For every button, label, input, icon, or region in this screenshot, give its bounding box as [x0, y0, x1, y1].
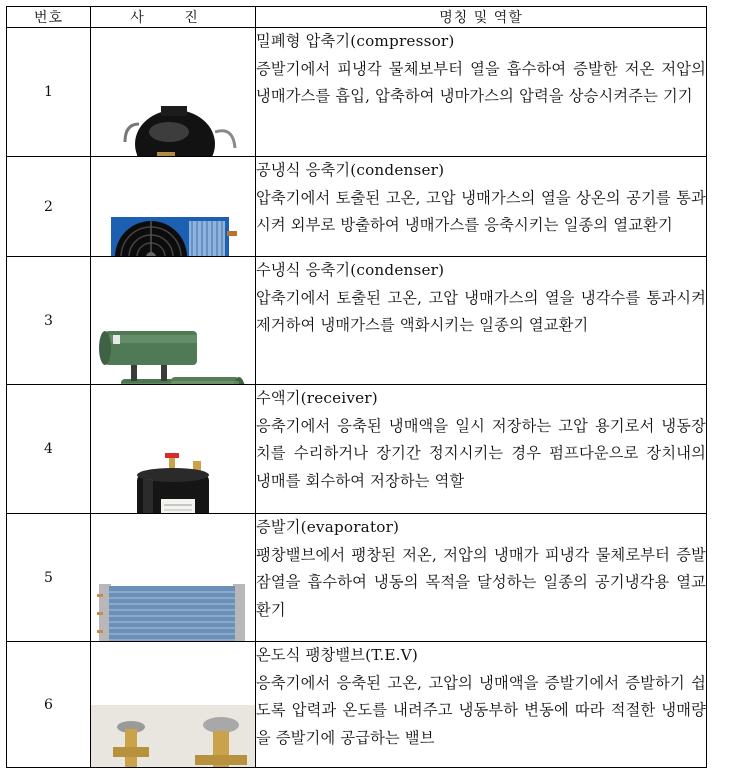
component-description: 압축기에서 토출된 고온, 고압 냉매가스의 열을 냉각수를 통과시켜 제거하여 냉매가스를 액화시키는 일종의 열교환기 — [256, 288, 706, 335]
table-row — [7, 257, 707, 385]
header-description: 명칭 및 역할 — [256, 7, 707, 28]
description-cell — [256, 385, 707, 514]
photo-cell — [91, 642, 256, 768]
header-number: 번호 — [7, 7, 91, 28]
row-number: 5 — [7, 514, 91, 642]
component-description: 압축기에서 토출된 고온, 고압 냉매가스의 열을 상온의 공기를 통과시켜 외부로 방출하여 냉매가스를 응축시키는 일종의 열교환기 — [256, 188, 706, 235]
row-number: 4 — [7, 385, 91, 514]
row-number: 6 — [7, 642, 91, 768]
header-photo: 사 진 — [91, 7, 256, 28]
component-name: 수냉식 응축기(condenser) — [256, 261, 445, 279]
photo-cell — [91, 385, 256, 514]
component-description: 증발기에서 피냉각 물체보부터 열을 흡수하여 증발한 저온 저압의 냉매가스를 흡입, 압축하여 냉마가스의 압력을 상승시켜주는 기기 — [256, 59, 706, 106]
receiver-tank-icon — [91, 449, 256, 514]
components-table — [6, 6, 707, 768]
component-name: 공냉식 응축기(condenser) — [256, 161, 445, 179]
description-cell — [256, 514, 707, 642]
description-cell — [256, 642, 707, 768]
header-row — [7, 7, 707, 28]
component-name: 증발기(evaporator) — [256, 518, 400, 536]
water-cooled-condenser-icon — [91, 321, 256, 385]
table-row — [7, 157, 707, 257]
photo-cell — [91, 514, 256, 642]
description-cell — [256, 257, 707, 385]
component-name: 온도식 팽창밸브(T.E.V) — [256, 646, 418, 664]
photo-cell — [91, 157, 256, 257]
description-cell — [256, 157, 707, 257]
table-row — [7, 28, 707, 157]
table-row — [7, 385, 707, 514]
expansion-valve-icon — [91, 705, 256, 768]
component-name: 밀폐형 압축기(compressor) — [256, 32, 455, 50]
air-cooled-condenser-icon — [91, 207, 256, 257]
evaporator-coil-icon — [91, 578, 256, 642]
row-number: 3 — [7, 257, 91, 385]
component-name: 수액기(receiver) — [256, 389, 378, 407]
component-description: 응축기에서 응축된 냉매액을 일시 저장하는 고압 용기로서 냉동장치를 수리하거나 장기간 정지시키는 경우 펌프다운으로 장치내의 냉매를 회수하여 저장하는 역할 — [256, 416, 706, 490]
row-number: 1 — [7, 28, 91, 157]
row-number: 2 — [7, 157, 91, 257]
table-row — [7, 642, 707, 768]
photo-cell — [91, 28, 256, 157]
table-row — [7, 514, 707, 642]
photo-cell — [91, 257, 256, 385]
description-cell — [256, 28, 707, 157]
component-description: 팽창밸브에서 팽창된 저온, 저압의 냉매가 피냉각 물체로부터 증발잠열을 흡수하여 냉동의 목적을 달성하는 일종의 공기냉각용 열교환기 — [256, 545, 706, 619]
hermetic-compressor-icon — [91, 92, 256, 157]
component-description: 응축기에서 응축된 고온, 고압의 냉매액을 증발기에서 증발하기 쉽도록 압력과 온도를 내려주고 냉동부하 변동에 따라 적절한 냉매량을 증발기에 공급하는 밸브 — [256, 673, 706, 747]
